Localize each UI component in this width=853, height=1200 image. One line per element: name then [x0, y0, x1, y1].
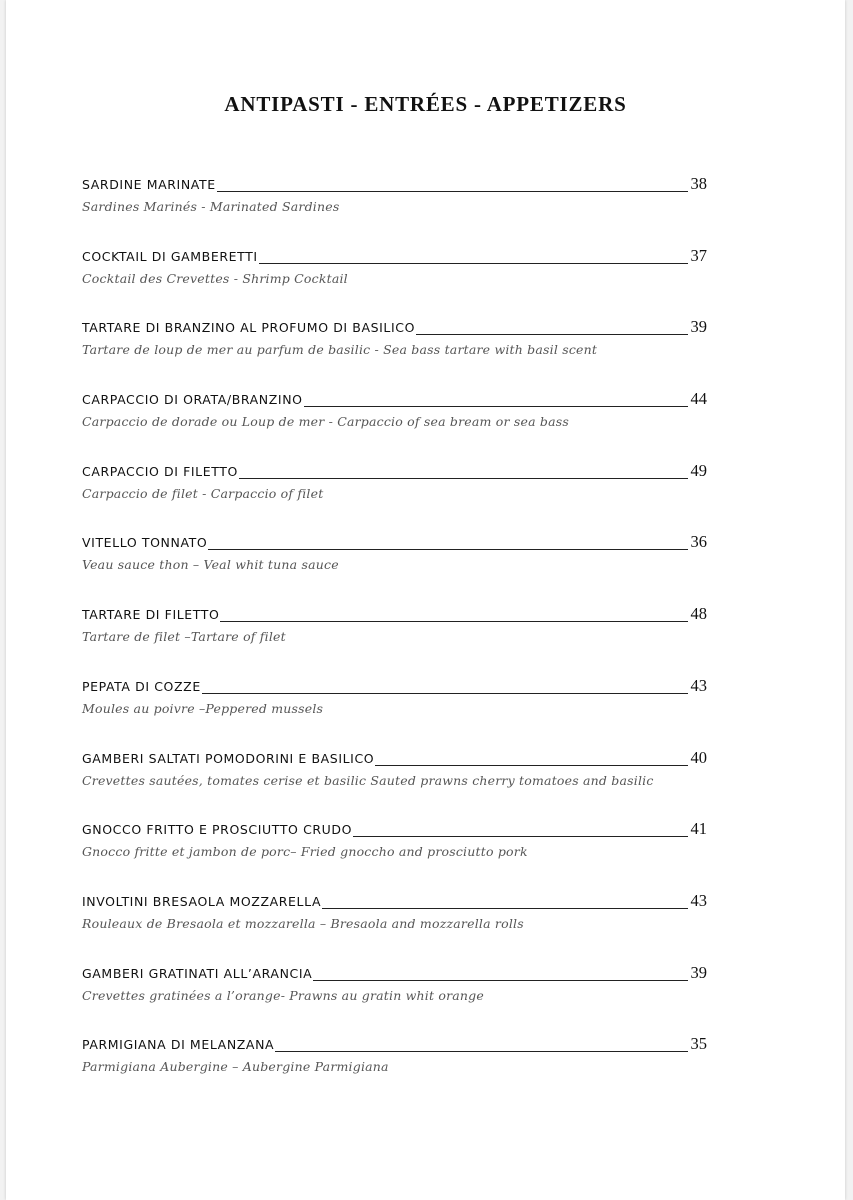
price-leader-line — [275, 1051, 688, 1052]
dish-price: 36 — [690, 532, 707, 552]
dish-name: PARMIGIANA DI MELANZANA — [82, 1037, 275, 1053]
dish-name: SARDINE MARINATE — [82, 177, 216, 192]
menu-page — [6, 0, 845, 1200]
dish-name: VITELLO TONNATO — [82, 535, 208, 551]
menu-item-line — [82, 604, 708, 626]
dish-price: 35 — [690, 1034, 707, 1054]
menu-item — [82, 891, 708, 963]
menu-item-line — [82, 317, 708, 339]
menu-item — [82, 963, 708, 1035]
price-leader-line — [353, 836, 688, 837]
dish-price: 40 — [690, 747, 707, 767]
menu-item-line — [82, 1034, 708, 1056]
menu-item-line — [82, 748, 708, 770]
menu-item-line — [82, 174, 708, 196]
dish-price: 49 — [690, 460, 707, 480]
page-title: ANTIPASTI - ENTRÉES - APPETIZERS — [224, 92, 627, 116]
dish-name: COCKTAIL DI GAMBERETTI — [82, 248, 258, 264]
price-leader-line — [313, 980, 688, 981]
menu-item-line — [82, 246, 708, 268]
menu-item-line — [82, 532, 708, 554]
dish-description: Moules au poivre –Peppered mussels — [82, 700, 324, 716]
price-leader-line — [217, 191, 688, 192]
dish-description: Tartare de filet –Tartare of filet — [82, 629, 286, 645]
dish-name: CARPACCIO DI ORATA/BRANZINO — [82, 392, 303, 408]
dish-description: Sardines Marinés - Marinated Sardines — [82, 199, 340, 214]
menu-item — [82, 1034, 708, 1106]
menu-item — [82, 389, 708, 461]
price-leader-line — [322, 908, 688, 909]
dish-name: GAMBERI GRATINATI ALL’ARANCIA — [82, 965, 313, 981]
dish-price: 41 — [690, 819, 707, 839]
dish-description: Cocktail des Crevettes - Shrimp Cocktail — [82, 270, 348, 286]
price-leader-line — [202, 693, 688, 694]
dish-description: Veau sauce thon – Veal whit tuna sauce — [82, 557, 339, 573]
dish-price: 48 — [690, 604, 707, 624]
menu-item — [82, 317, 708, 389]
menu-item-line — [82, 389, 708, 411]
dish-description: Rouleaux de Bresaola et mozzarella – Bresaola and mozzarella rolls — [82, 915, 524, 931]
dish-price: 39 — [690, 962, 707, 982]
menu-item — [82, 461, 708, 533]
price-leader-line — [375, 765, 688, 766]
dish-description: Parmigiana Aubergine – Aubergine Parmigiana — [82, 1059, 389, 1075]
dish-price: 39 — [690, 317, 707, 337]
menu-item — [82, 532, 708, 604]
menu-item-line — [82, 963, 708, 985]
menu-item — [82, 604, 708, 676]
menu-item — [82, 676, 708, 748]
dish-name: TARTARE DI BRANZINO AL PROFUMO DI BASILICO — [82, 320, 416, 336]
dish-price: 43 — [690, 675, 707, 695]
dish-price: 44 — [690, 389, 707, 409]
price-leader-line — [304, 406, 688, 407]
price-leader-line — [220, 621, 688, 622]
dish-description: Tartare de loup de mer au parfum de basilic - Sea bass tartare with basil scent — [82, 342, 598, 358]
price-leader-line — [416, 334, 688, 335]
dish-description: Crevettes sautées, tomates cerise et basilic Sauted prawns cherry tomatoes and basilic — [82, 772, 654, 788]
price-leader-line — [259, 263, 688, 264]
dish-price: 37 — [690, 245, 707, 265]
menu-item — [82, 174, 708, 246]
dish-description: Gnocco fritte et jambon de porc– Fried gnocchο and prosciutto pork — [82, 844, 528, 860]
dish-description: Carpaccio de dorade ou Loup de mer - Carpaccio of sea bream or sea bass — [82, 414, 569, 430]
dish-name: GAMBERI SALTATI POMODORINI E BASILICO — [82, 750, 375, 766]
menu-list — [82, 174, 708, 1106]
dish-price: 38 — [690, 174, 707, 193]
dish-name: CARPACCIO DI FILETTO — [82, 463, 238, 479]
price-leader-line — [208, 549, 688, 550]
dish-description: Crevettes gratinées a l’orange- Prawns au gratin whit orange — [82, 987, 484, 1003]
menu-item-line — [82, 461, 708, 483]
menu-item-line — [82, 676, 708, 698]
menu-item — [82, 246, 708, 318]
dish-name: TARTARE DI FILETTO — [82, 607, 220, 623]
dish-price: 43 — [690, 890, 707, 910]
menu-item-line — [82, 819, 708, 841]
dish-description: Carpaccio de filet - Carpaccio of filet — [82, 485, 324, 501]
dish-name: GNOCCO FRITTO E PROSCIUTTO CRUDO — [82, 822, 353, 838]
menu-item — [82, 748, 708, 820]
dish-name: PEPATA DI COZZE — [82, 678, 201, 694]
price-leader-line — [239, 478, 688, 479]
menu-item-line — [82, 891, 708, 913]
menu-item — [82, 819, 708, 891]
dish-name: INVOLTINI BRESAOLA MOZZARELLA — [82, 893, 322, 909]
